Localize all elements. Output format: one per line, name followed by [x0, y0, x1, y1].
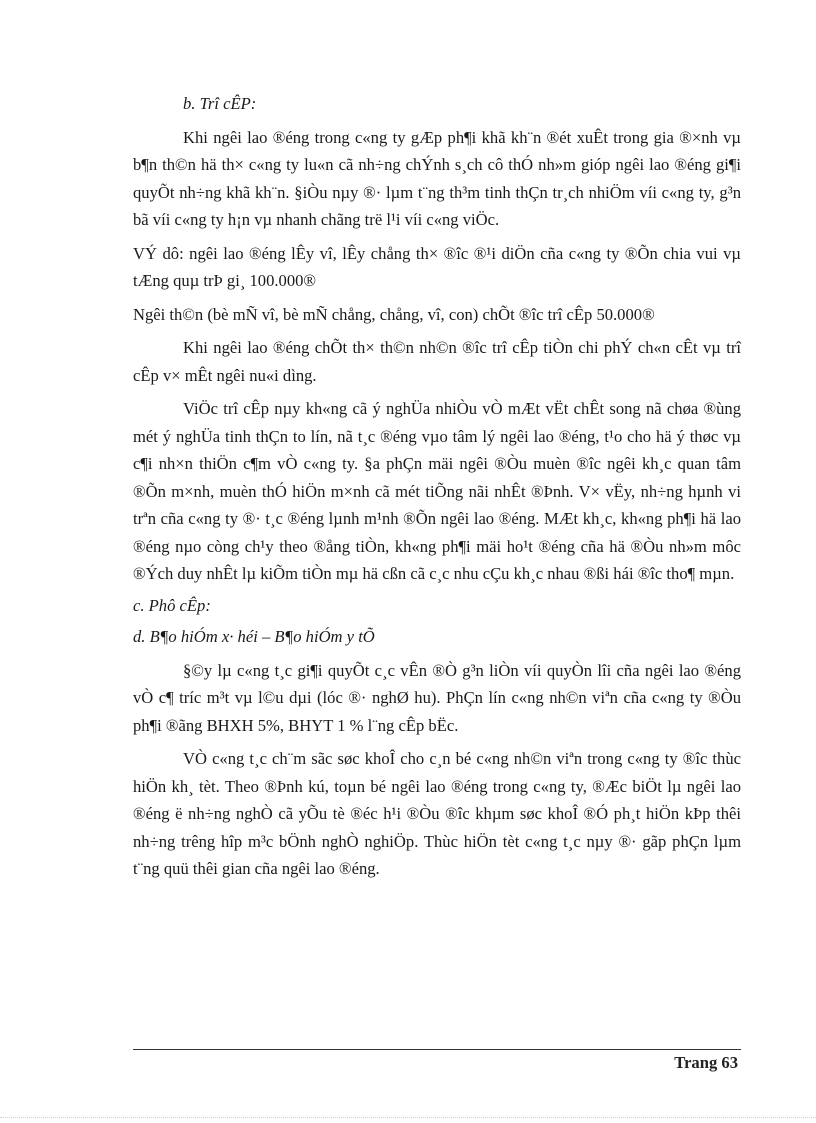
- section-heading-d: d. B¶o hiÓm x· héi – B¶o hiÓm y tÕ: [133, 627, 375, 646]
- example-paragraph: Ngêi th©n (bè mÑ vî, bè mÑ chång, chång, vî, con) chÕt ®îc trî cÊp 50.000®: [133, 304, 655, 324]
- example-paragraph: VÝ dô: ngêi lao ®éng lÊy vî, lÊy chång th× ®îc ®¹i diÖn cña c«ng ty ®Õn chia vui vµ tÆng quµ trÞ gi¸ 100.000®: [133, 243, 741, 290]
- footer-divider: [133, 1049, 741, 1050]
- paragraph: §©y lµ c«ng t¸c gi¶i quyÕt c¸c vÊn ®Ò g³n liÒn víi quyÒn lîi cña ngêi lao ®éng vÒ c¶ tríc m³t vµ l©u dµi (lóc ®· nghØ hu). PhÇn lín c«ng nh©n viªn cña c«ng ty ®Òu ph¶i ®ãng BHXH 5%, BHYT 1 % l¨ng cÊp bËc.: [133, 660, 741, 735]
- page-bottom-edge: [0, 1117, 816, 1118]
- page-number: Trang 63: [674, 1053, 738, 1072]
- document-body: [133, 90, 741, 883]
- section-heading-b: b. Trî cÊP:: [183, 94, 257, 113]
- paragraph: Khi ngêi lao ®éng chÕt th× th©n nh©n ®îc trî cÊp tiÒn chi phÝ ch«n cÊt vµ trî cÊp v× mÊt ngêi nu«i dìng.: [133, 338, 741, 385]
- paragraph: ViÖc trî cÊp nµy kh«ng cã ý nghÜa nhiÒu vÒ mÆt vËt chÊt song nã chøa ®ùng mét ý nghÜa tinh thÇn to lín, nã t¸c ®éng vµo tâm lý ngêi lao ®éng, t¹o cho hä ý thøc vµ c¶i nh×n thiÖn c¶m vÒ c«ng ty. §a phÇn mäi ngêi ®Òu muèn ®îc ngêi kh¸c quan tâm ®Õn m×nh, muèn thÓ hiÖn m×nh cã mét tiÕng nãi nhÊt ®Þnh. V× vËy, nh÷ng hµnh vi trªn cña c«ng ty ®· t¸c ®éng lµnh m¹nh ®Õn ngêi lao ®éng. MÆt kh¸c, kh«ng ph¶i hä lao ®éng nµo còng ch¹y theo ®ång tiÒn, kh«ng ph¶i mäi ho¹t ®éng cña hä ®Òu nh»m môc ®Ých duy nhÊt lµ kiÕm tiÒn mµ hä cßn cã c¸c nhu cÇu kh¸c nhau ®ßi hái ®îc tho¶ mµn.: [133, 399, 741, 583]
- section-heading-c: c. Phô cÊp:: [133, 595, 211, 615]
- paragraph: VÒ c«ng t¸c ch¨m sãc søc khoÎ cho c¸n bé c«ng nh©n viªn trong c«ng ty ®îc thùc hiÖn kh¸ tèt. Theo ®Þnh kú, toµn bé ngêi lao ®éng trong c«ng ty, ®Æc biÖt lµ ngêi lao ®éng ë nh÷ng nghÒ cã yÕu tè ®éc h¹i ®Òu ®îc khµm søc khoÎ ®Ó ph¸t hiÖn kÞp thêi nh÷ng trêng hîp m³c bÖnh nghÒ nghiÖp. Thùc hiÖn tèt c«ng t¸c nµy ®· gãp phÇn lµm t¨ng quü thêi gian cña ngêi lao ®éng.: [133, 749, 741, 878]
- paragraph: Khi ngêi lao ®éng trong c«ng ty gÆp ph¶i khã kh¨n ®ét xuÊt trong gia ®×nh vµ b¶n th©n hä th× c«ng ty lu«n cã nh÷ng chÝnh s¸ch cô thÓ nh»m gióp ngêi lao ®éng gi¶i quyÕt nh÷ng khã kh¨n. §iÒu nµy ®· lµm t¨ng th³m tinh thÇn tr¸ch nhiÖm víi c«ng ty, g³n bã víi c«ng ty h¡n vµ nhanh chãng trë l¹i víi c«ng viÖc.: [133, 127, 741, 229]
